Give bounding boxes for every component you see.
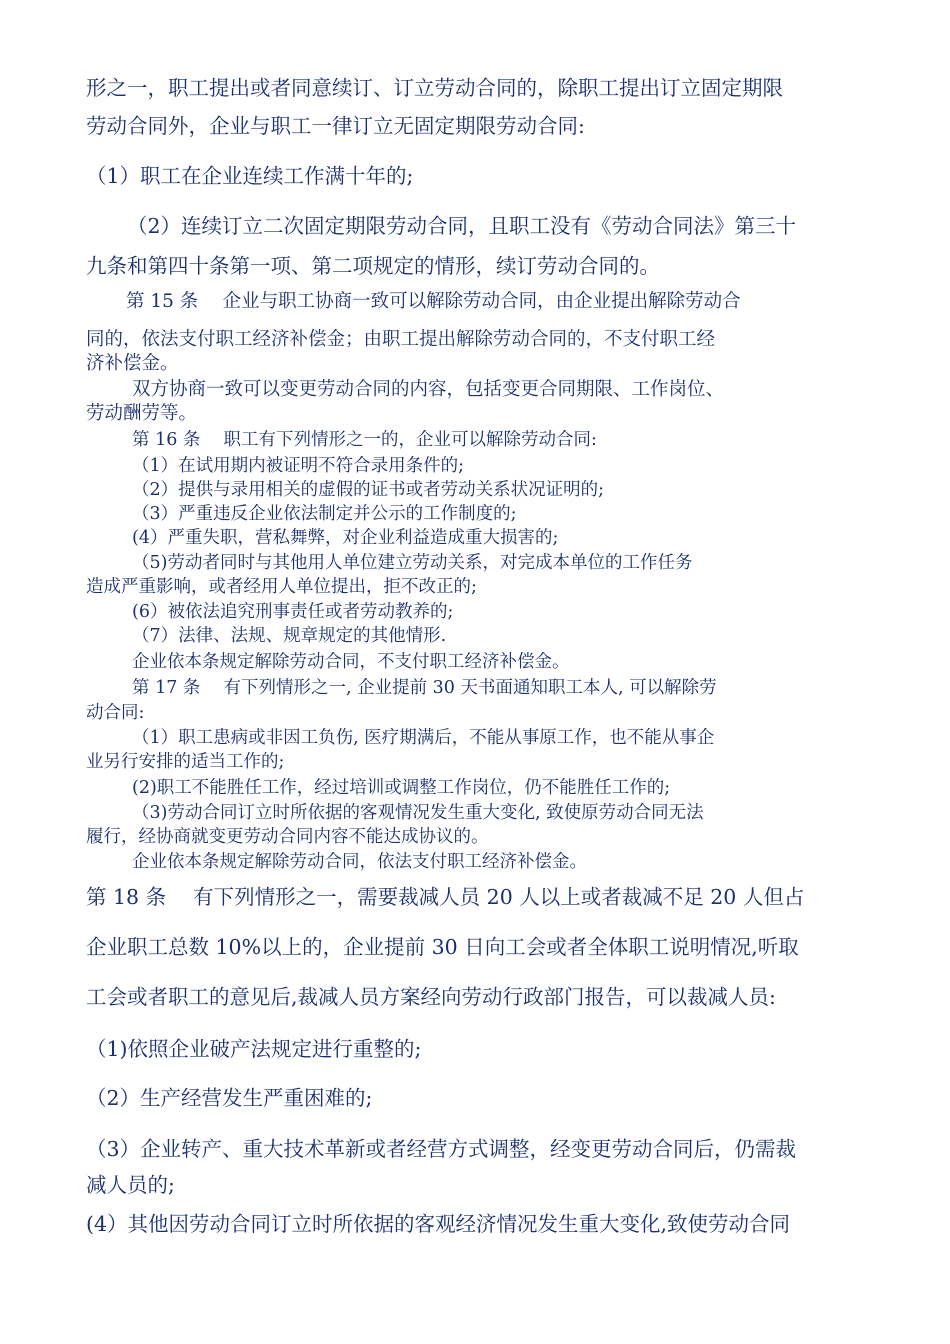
- list-item: （7）法律、法规、规章规定的其他情形.: [132, 626, 447, 646]
- text-line: 九条和第四十条第一项、第二项规定的情形，续订劳动合同的。: [86, 254, 660, 278]
- article-18-heading: 第 18 条 有下列情形之一，需要裁减人员 20 人以上或者裁减不足 20 人但占: [86, 885, 805, 909]
- list-item: (2)职工不能胜任工作，经过培训或调整工作岗位，仍不能胜任工作的;: [132, 778, 671, 798]
- text-line: 业另行安排的适当工作的;: [86, 752, 285, 772]
- list-item: （3)劳动合同订立时所依据的客观情况发生重大变化, 致使原劳动合同无法: [132, 803, 704, 823]
- text-line: 双方协商一致可以变更劳动合同的内容，包括变更合同期限、工作岗位、: [132, 379, 725, 400]
- article-17-heading: 第 17 条 有下列情形之一, 企业提前 30 天书面通知职工本人, 可以解除劳: [132, 678, 717, 698]
- article-16-heading: 第 16 条 职工有下列情形之一的，企业可以解除劳动合同:: [132, 430, 597, 450]
- list-item: (4）严重失职，营私舞弊，对企业利益造成重大损害的;: [132, 528, 559, 548]
- list-item: （1）在试用期内被证明不符合录用条件的;: [132, 456, 465, 476]
- text-line: 劳动合同外，企业与职工一律订立无固定期限劳动合同:: [86, 114, 585, 138]
- text-line: 形之一，职工提出或者同意续订、订立劳动合同的，除职工提出订立固定期限: [86, 76, 783, 100]
- text-line: 造成严重影响，或者经用人单位提出，拒不改正的;: [86, 577, 477, 597]
- list-item: （5)劳动者同时与其他用人单位建立劳动关系，对完成本单位的工作任务: [132, 553, 693, 573]
- text-line: 企业依本条规定解除劳动合同，不支付职工经济补偿金。: [132, 652, 570, 672]
- text-line: 劳动酬劳等。: [86, 403, 198, 424]
- list-item: （2）生产经营发生严重困难的;: [86, 1086, 373, 1110]
- text-line: （2）连续订立二次固定期限劳动合同，且职工没有《劳动合同法》第三十: [127, 214, 797, 238]
- text-line: 企业依本条规定解除劳动合同，依法支付职工经济补偿金。: [132, 852, 587, 872]
- text-line: 济补偿金。: [86, 353, 179, 374]
- text-line: 同的，依法支付职工经济补偿金；由职工提出解除劳动合同的，不支付职工经: [86, 329, 716, 350]
- text-line: （1）职工在企业连续工作满十年的;: [86, 164, 414, 188]
- list-item: （1)依照企业破产法规定进行重整的;: [86, 1037, 422, 1061]
- text-line: 履行，经协商就变更劳动合同内容不能达成协议的。: [86, 827, 489, 847]
- text-line: 工会或者职工的意见后,裁减人员方案经向劳动行政部门报告，可以裁减人员:: [86, 985, 776, 1009]
- text-line: 企业职工总数 10%以上的，企业提前 30 日向工会或者全体职工说明情况,听取: [86, 935, 799, 959]
- list-item: (4）其他因劳动合同订立时所依据的客观经济情况发生重大变化,致使劳动合同: [86, 1212, 791, 1236]
- list-item: （3）企业转产、重大技术革新或者经营方式调整，经变更劳动合同后，仍需裁: [86, 1137, 797, 1161]
- text-line: 减人员的;: [86, 1173, 175, 1197]
- article-15-heading: 第 15 条 企业与职工协商一致可以解除劳动合同，由企业提出解除劳动合: [126, 291, 741, 312]
- list-item: （1）职工患病或非因工负伤, 医疗期满后，不能从事原工作，也不能从事企: [132, 728, 715, 748]
- list-item: （3）严重违反企业依法制定并公示的工作制度的;: [132, 504, 517, 524]
- list-item: （2）提供与录用相关的虚假的证书或者劳动关系状况证明的;: [132, 480, 605, 500]
- list-item: (6）被依法追究刑事责任或者劳动教养的;: [132, 602, 454, 622]
- text-line: 动合同:: [86, 703, 145, 723]
